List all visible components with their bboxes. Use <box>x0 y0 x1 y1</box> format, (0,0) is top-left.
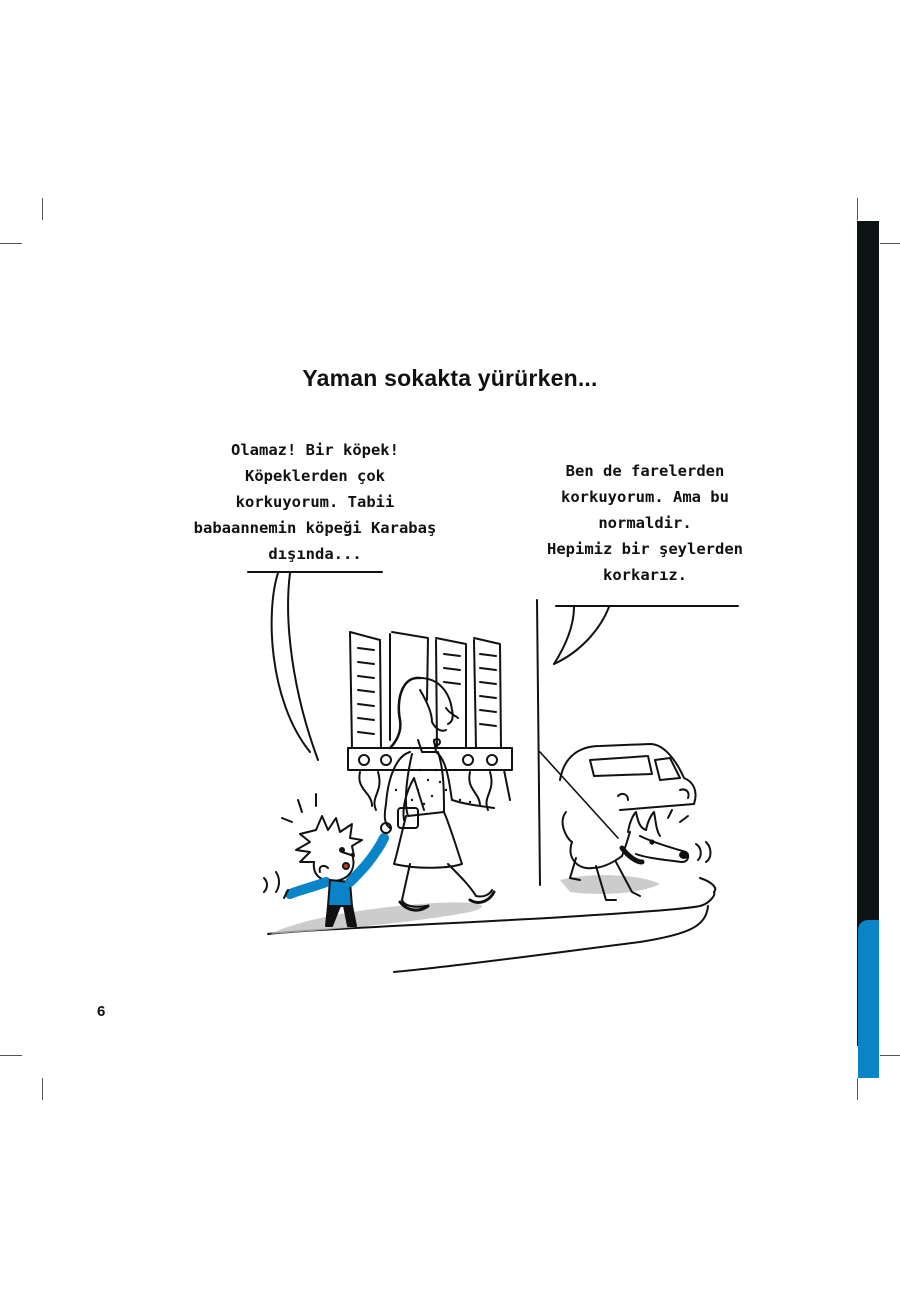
speech-bubble-right-tail <box>554 606 738 664</box>
speech-bubble-left-text: Olamaz! Bir köpek! Köpeklerden çok korkuyorum. Tabii babaannemin köpeği Karabaş dışında... <box>193 441 437 563</box>
speech-bubble-right-text: Ben de farelerden korkuyorum. Ama bu normaldir. Hepimiz bir şeylerden korkarız. <box>547 462 743 584</box>
page-heading: Yaman sokakta yürürken... <box>302 365 598 391</box>
boy <box>264 794 391 926</box>
woman <box>385 678 494 910</box>
page-number: 6 <box>97 1003 106 1020</box>
car <box>560 744 696 810</box>
